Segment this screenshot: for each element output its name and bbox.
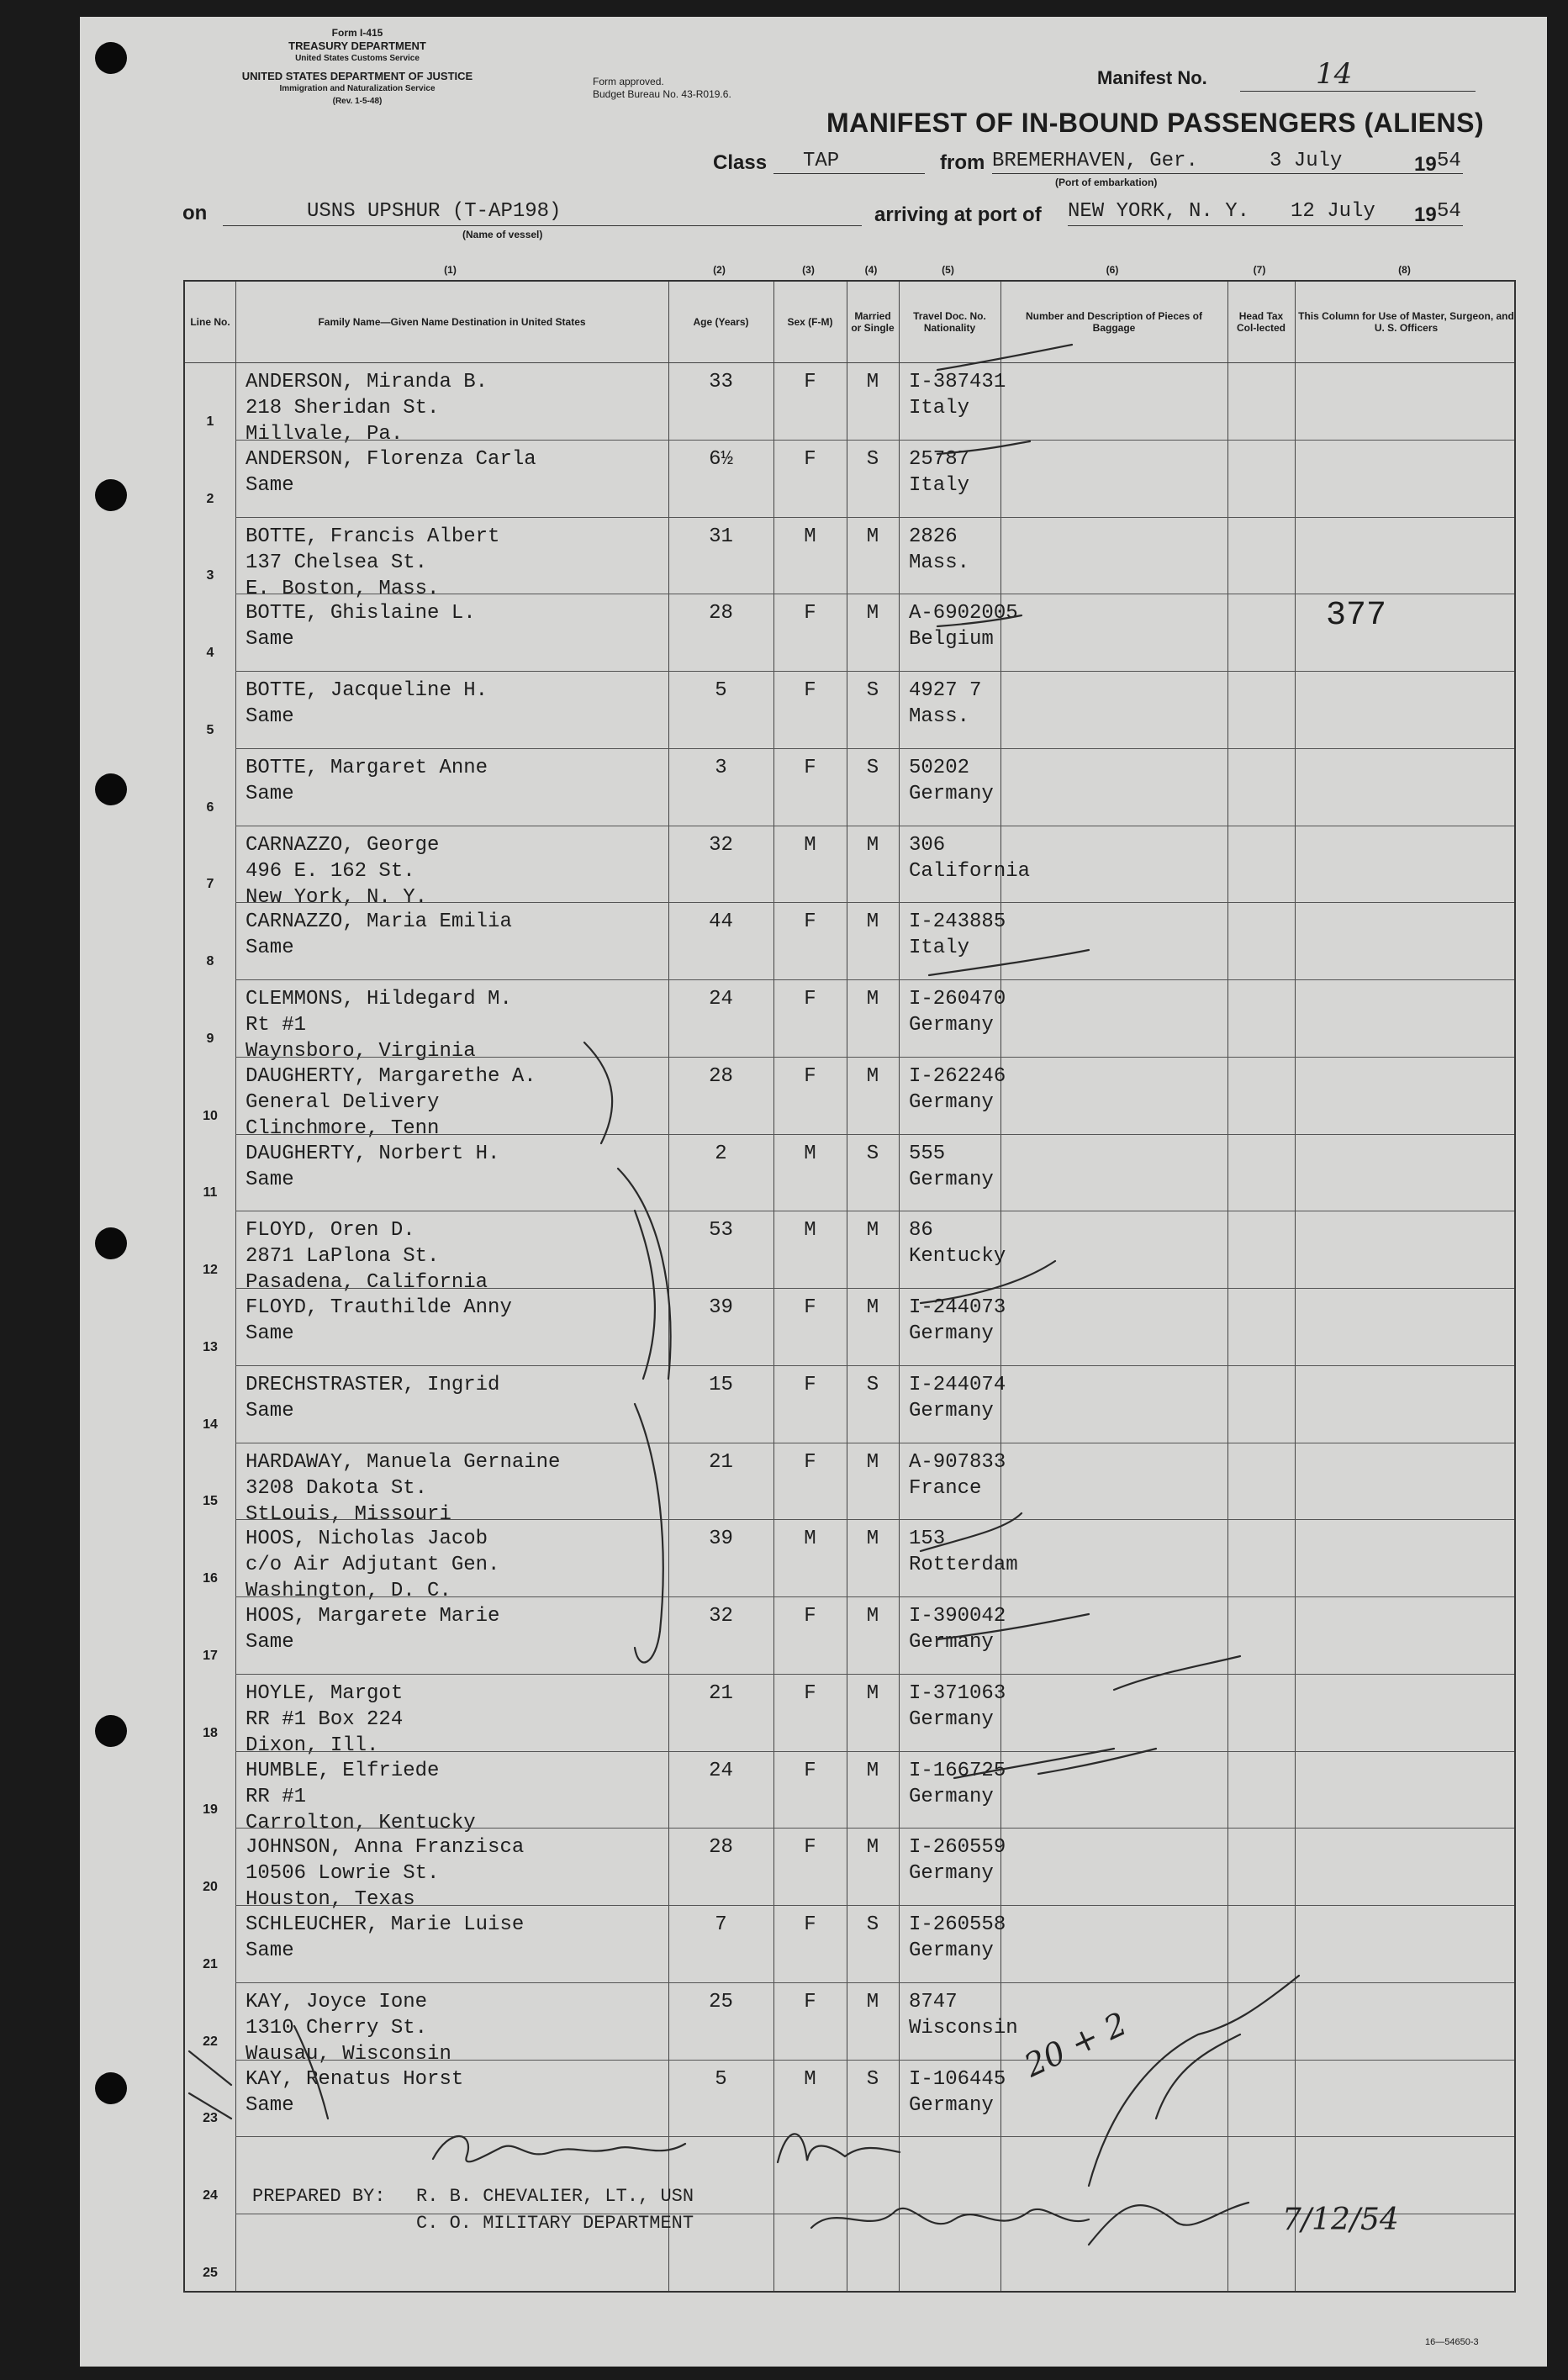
- sex-cell: F: [804, 910, 816, 934]
- manifest-no-label: Manifest No.: [1097, 67, 1207, 88]
- from-label: from: [940, 151, 985, 174]
- vessel-name: USNS UPSHUR (T-AP198): [307, 200, 562, 223]
- age-cell: 2: [715, 1142, 727, 1165]
- passenger-name-cell: FLOYD, Trauthilde Anny Same: [245, 1296, 512, 1346]
- travel-doc-cell: 555 Germany: [909, 1142, 994, 1191]
- column-number: (4): [864, 264, 878, 276]
- travel-doc-cell: I-260558 Germany: [909, 1913, 1006, 1963]
- sex-cell: M: [804, 1142, 816, 1165]
- passenger-name-cell: DAUGHERTY, Margarethe A. General Delivery Clinchmore, Tenn: [245, 1064, 536, 1140]
- line-number: 13: [203, 1339, 218, 1354]
- prepared-by-label: PREPARED BY:: [252, 2186, 386, 2207]
- marital-status-cell: M: [866, 1681, 879, 1705]
- marital-status-cell: S: [866, 679, 879, 703]
- age-cell: 5: [715, 2067, 727, 2091]
- line-number: 21: [203, 1956, 218, 1971]
- age-cell: 32: [709, 833, 733, 857]
- passenger-name-cell: ANDERSON, Miranda B. 218 Sheridan St. Millvale, Pa.: [245, 371, 488, 446]
- marital-status-cell: S: [866, 1142, 879, 1165]
- column-header: Line No.: [190, 316, 230, 328]
- age-cell: 6½: [709, 447, 733, 471]
- travel-doc-cell: I-260559 Germany: [909, 1836, 1006, 1886]
- sex-cell: F: [804, 1759, 816, 1782]
- marital-status-cell: M: [866, 1450, 879, 1474]
- agency-rev: (Rev. 1-5-48): [332, 97, 383, 106]
- travel-doc-cell: A-6902005 Belgium: [909, 602, 1018, 652]
- age-cell: 39: [709, 1296, 733, 1320]
- marital-status-cell: M: [866, 602, 879, 625]
- line-number: 14: [203, 1417, 218, 1432]
- marital-status-cell: M: [866, 833, 879, 857]
- age-cell: 44: [709, 910, 733, 934]
- passenger-name-cell: BOTTE, Ghislaine L. Same: [245, 602, 476, 652]
- age-cell: 33: [709, 371, 733, 393]
- sex-cell: M: [804, 2067, 816, 2091]
- line-number: 4: [206, 646, 214, 661]
- line-number: 12: [203, 1263, 218, 1278]
- marital-status-cell: M: [866, 1990, 879, 2013]
- marital-status-cell: S: [866, 1373, 879, 1396]
- passenger-name-cell: HOOS, Margarete Marie Same: [245, 1605, 500, 1654]
- arrival-date: 12 July: [1291, 200, 1375, 223]
- arrival-port: NEW YORK, N. Y.: [1068, 200, 1250, 223]
- line-number: 16: [203, 1571, 218, 1586]
- marital-status-cell: M: [866, 1528, 879, 1551]
- prepared-by-name: R. B. CHEVALIER, LT., USN: [416, 2186, 694, 2207]
- column-header: Head Tax Col-lected: [1236, 310, 1286, 334]
- vessel-caption: (Name of vessel): [462, 229, 543, 240]
- marital-status-cell: M: [866, 910, 879, 934]
- passenger-name-cell: ANDERSON, Florenza Carla Same: [245, 447, 536, 497]
- sex-cell: F: [804, 1064, 816, 1088]
- column-number: (2): [713, 264, 726, 276]
- passenger-name-cell: BOTTE, Francis Albert 137 Chelsea St. E. Boston, Mass.: [245, 525, 500, 600]
- handwritten-date: 7/12/54: [1282, 2203, 1399, 2237]
- travel-doc-cell: 153 Rotterdam: [909, 1528, 1018, 1577]
- travel-doc-cell: I-260470 Germany: [909, 988, 1006, 1037]
- sex-cell: F: [804, 1836, 816, 1860]
- marital-status-cell: S: [866, 1913, 879, 1937]
- travel-doc-cell: I-166725 Germany: [909, 1759, 1006, 1808]
- age-cell: 24: [709, 988, 733, 1011]
- passenger-name-cell: BOTTE, Margaret Anne Same: [245, 756, 488, 805]
- agency-ins: Immigration and Naturalization Service: [279, 84, 436, 93]
- sex-cell: F: [804, 602, 816, 625]
- age-cell: 5: [715, 679, 727, 703]
- travel-doc-cell: 50202 Germany: [909, 756, 994, 805]
- agency-doj: UNITED STATES DEPARTMENT OF JUSTICE: [241, 70, 473, 82]
- signature-scribbles: [80, 17, 1547, 2367]
- travel-doc-cell: I-244073 Germany: [909, 1296, 1006, 1346]
- marital-status-cell: M: [866, 1296, 879, 1320]
- passenger-name-cell: DRECHSTRASTER, Ingrid Same: [245, 1373, 500, 1422]
- travel-doc-cell: I-243885 Italy: [909, 910, 1006, 960]
- sex-cell: F: [804, 1605, 816, 1628]
- class-label: Class: [713, 151, 768, 174]
- line-number: 2: [206, 491, 214, 506]
- line-number: 24: [203, 2188, 218, 2203]
- age-cell: 21: [709, 1681, 733, 1705]
- travel-doc-cell: I-244074 Germany: [909, 1373, 1006, 1422]
- sex-cell: F: [804, 1990, 816, 2013]
- passenger-name-cell: CLEMMONS, Hildegard M. Rt #1 Waynsboro, Virginia: [245, 988, 512, 1063]
- column-number: (7): [1253, 264, 1266, 276]
- form-dept: TREASURY DEPARTMENT: [288, 40, 426, 52]
- line-number: 7: [206, 877, 214, 892]
- marital-status-cell: M: [866, 988, 879, 1011]
- passenger-name-cell: SCHLEUCHER, Marie Luise Same: [245, 1913, 525, 1963]
- travel-doc-cell: 86 Kentucky: [909, 1219, 1006, 1269]
- line-number: 25: [203, 2266, 218, 2280]
- sex-cell: M: [804, 1528, 816, 1551]
- age-cell: 25: [709, 1990, 733, 2013]
- travel-doc-cell: 4927 7 Mass.: [909, 679, 982, 729]
- age-cell: 28: [709, 1064, 733, 1088]
- travel-doc-cell: 2826 Mass.: [909, 525, 970, 574]
- column-number: (1): [444, 264, 457, 276]
- column-header: Travel Doc. No. Nationality: [913, 310, 986, 334]
- sex-cell: F: [804, 1296, 816, 1320]
- age-cell: 3: [715, 756, 727, 779]
- handwritten-count: 20 + 2: [1018, 2004, 1132, 2085]
- column-header: Married or Single: [851, 310, 895, 334]
- age-cell: 28: [709, 602, 733, 625]
- passenger-name-cell: KAY, Renatus Horst Same: [245, 2067, 464, 2117]
- sex-cell: M: [804, 833, 816, 857]
- manifest-page: [80, 17, 1547, 2367]
- column-number: (3): [802, 264, 815, 276]
- travel-doc-cell: 306 California: [909, 833, 1031, 883]
- column-header: This Column for Use of Master, Surgeon, and U. S. Officers: [1298, 310, 1514, 334]
- line-number: 15: [203, 1494, 218, 1509]
- on-label: on: [182, 202, 208, 224]
- column-header: Family Name—Given Name Destination in United States: [318, 316, 586, 328]
- age-cell: 28: [709, 1836, 733, 1860]
- passenger-name-cell: DAUGHERTY, Norbert H. Same: [245, 1142, 500, 1191]
- embark-caption: (Port of embarkation): [1055, 177, 1158, 188]
- marital-status-cell: S: [866, 756, 879, 779]
- line-number: 11: [203, 1185, 218, 1201]
- travel-doc-cell: I-371063 Germany: [909, 1681, 1006, 1731]
- embark-year-prefix: 19: [1414, 153, 1437, 176]
- column-header: Age (Years): [693, 316, 749, 328]
- marital-status-cell: M: [866, 1219, 879, 1243]
- passenger-name-cell: HUMBLE, Elfriede RR #1 Carrolton, Kentucky: [245, 1759, 476, 1834]
- age-cell: 53: [709, 1219, 733, 1243]
- form-customs: United States Customs Service: [295, 54, 420, 63]
- age-cell: 21: [709, 1450, 733, 1474]
- line-number: 19: [203, 1802, 218, 1818]
- embark-year: 54: [1437, 150, 1461, 172]
- stamp-number: 377: [1326, 597, 1387, 635]
- column-number: (8): [1398, 264, 1411, 276]
- travel-doc-cell: I-390042 Germany: [909, 1605, 1006, 1654]
- sex-cell: F: [804, 1373, 816, 1396]
- passenger-name-cell: KAY, Joyce Ione 1310 Cherry St. Wausau, Wisconsin: [245, 1990, 451, 2066]
- age-cell: 32: [709, 1605, 733, 1628]
- sex-cell: F: [804, 1913, 816, 1937]
- age-cell: 7: [715, 1913, 727, 1937]
- line-number: 17: [203, 1648, 218, 1663]
- prepared-by-dept: C. O. MILITARY DEPARTMENT: [416, 2213, 694, 2234]
- sex-cell: M: [804, 1219, 816, 1243]
- marital-status-cell: M: [866, 1064, 879, 1088]
- passenger-name-cell: HARDAWAY, Manuela Gernaine 3208 Dakota St. StLouis, Missouri: [245, 1450, 561, 1526]
- marital-status-cell: M: [866, 1836, 879, 1860]
- sex-cell: F: [804, 988, 816, 1011]
- passenger-name-cell: CARNAZZO, Maria Emilia Same: [245, 910, 512, 960]
- column-header: Sex (F-M): [787, 316, 833, 328]
- column-number: (6): [1106, 264, 1119, 276]
- age-cell: 24: [709, 1759, 733, 1782]
- line-number: 23: [203, 2111, 218, 2126]
- form-code: 16—54650-3: [1425, 2337, 1479, 2347]
- line-number: 5: [206, 722, 214, 737]
- passenger-name-cell: HOOS, Nicholas Jacob c/o Air Adjutant Gen. Washington, D. C.: [245, 1528, 500, 1603]
- travel-doc-cell: 25787 Italy: [909, 447, 970, 497]
- line-number: 22: [203, 2034, 218, 2049]
- arrival-year: 54: [1437, 200, 1461, 223]
- marital-status-cell: M: [866, 1605, 879, 1628]
- travel-doc-cell: I-387431 Italy: [909, 371, 1006, 420]
- page-title: MANIFEST OF IN-BOUND PASSENGERS (ALIENS): [826, 108, 1485, 138]
- line-number: 6: [206, 799, 214, 815]
- travel-doc-cell: I-106445 Germany: [909, 2067, 1006, 2117]
- passenger-name-cell: CARNAZZO, George 496 E. 162 St. New York, N. Y.: [245, 833, 440, 909]
- class-value: TAP: [803, 150, 840, 172]
- embark-date: 3 July: [1270, 150, 1343, 172]
- marital-status-cell: S: [866, 2067, 879, 2091]
- arrival-year-prefix: 19: [1414, 203, 1437, 226]
- sex-cell: F: [804, 371, 816, 393]
- age-cell: 31: [709, 525, 733, 548]
- passenger-name-cell: HOYLE, Margot RR #1 Box 224 Dixon, Ill.: [245, 1681, 404, 1757]
- age-cell: 39: [709, 1528, 733, 1551]
- line-number: 20: [203, 1880, 218, 1895]
- sex-cell: F: [804, 756, 816, 779]
- travel-doc-cell: 8747 Wisconsin: [909, 1990, 1018, 2040]
- line-number: 9: [206, 1031, 214, 1046]
- budget-text: Budget Bureau No. 43-R019.6.: [593, 88, 731, 100]
- travel-doc-cell: I-262246 Germany: [909, 1064, 1006, 1114]
- travel-doc-cell: A-907833 France: [909, 1450, 1006, 1500]
- arriving-label: arriving at port of: [874, 203, 1042, 226]
- column-number: (5): [942, 264, 954, 276]
- line-number: 1: [206, 414, 214, 429]
- manifest-no-value: 14: [1316, 57, 1353, 91]
- line-number: 10: [203, 1108, 218, 1123]
- sex-cell: F: [804, 447, 816, 471]
- sex-cell: F: [804, 679, 816, 703]
- form-number: Form I-415: [331, 27, 383, 39]
- line-number: 8: [206, 954, 214, 969]
- approval-text: Form approved.: [593, 76, 664, 87]
- line-number: 18: [203, 1725, 218, 1740]
- passenger-name-cell: JOHNSON, Anna Franzisca 10506 Lowrie St. Houston, Texas: [245, 1836, 525, 1912]
- passenger-name-cell: FLOYD, Oren D. 2871 LaPlona St. Pasadena, California: [245, 1219, 488, 1295]
- marital-status-cell: S: [866, 447, 879, 471]
- passenger-name-cell: BOTTE, Jacqueline H. Same: [245, 679, 488, 729]
- sex-cell: F: [804, 1681, 816, 1705]
- embark-port: BREMERHAVEN, Ger.: [992, 150, 1198, 172]
- sex-cell: F: [804, 1450, 816, 1474]
- age-cell: 15: [709, 1373, 733, 1396]
- line-number: 3: [206, 568, 214, 583]
- sex-cell: M: [804, 525, 816, 548]
- marital-status-cell: M: [866, 525, 879, 548]
- marital-status-cell: M: [866, 1759, 879, 1782]
- column-header: Number and Description of Pieces of Baggage: [1025, 310, 1203, 334]
- marital-status-cell: M: [866, 371, 879, 393]
